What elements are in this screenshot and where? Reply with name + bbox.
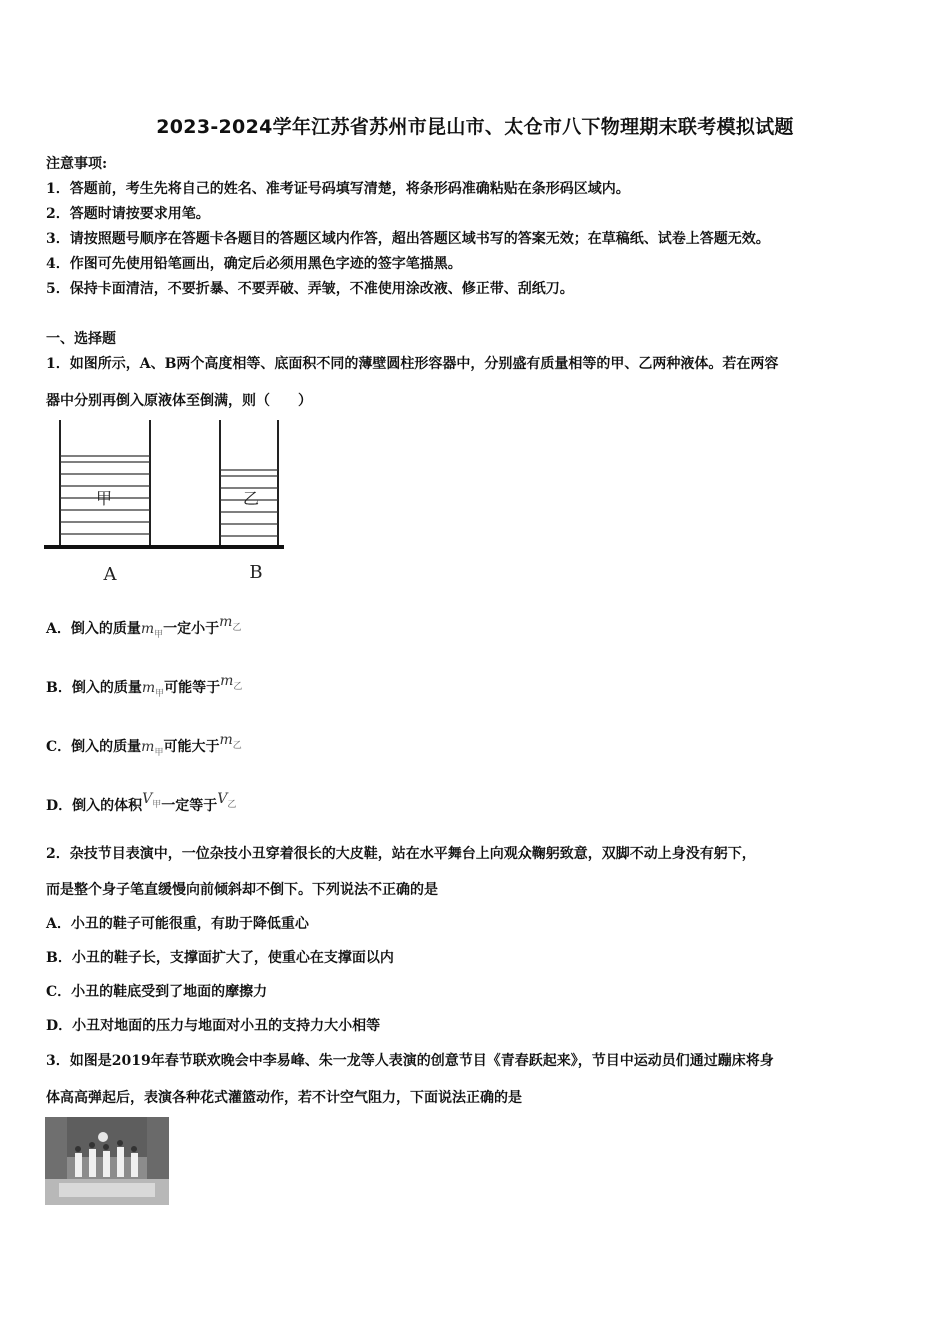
performance-photo bbox=[45, 1117, 169, 1205]
container-a-label: A bbox=[103, 564, 117, 585]
question-2-option-b[interactable]: B．小丑的鞋子长，支撑面扩大了，使重心在支撑面以内 bbox=[46, 950, 394, 966]
question-2-option-d[interactable]: D．小丑对地面的压力与地面对小丑的支持力大小相等 bbox=[46, 1018, 381, 1034]
notice-item: 1．答题前，考生先将自己的姓名、准考证号码填写清楚，将条形码准确粘贴在条形码区域内。 bbox=[46, 181, 630, 197]
notice-item: 4．作图可先使用铅笔画出，确定后必须用黑色字迹的签字笔描黑。 bbox=[46, 256, 462, 272]
question-2-option-c[interactable]: C．小丑的鞋底受到了地面的摩擦力 bbox=[46, 984, 268, 1000]
notice-heading: 注意事项: bbox=[46, 156, 108, 172]
liquid-b-label: 乙 bbox=[242, 489, 260, 508]
question-1-option-b[interactable]: B．倒入的质量$m_甲$可能等于$m_乙$ bbox=[46, 673, 243, 699]
notice-item: 5．保持卡面清洁，不要折暴、不要弄破、弄皱，不准使用涂改液、修正带、刮纸刀。 bbox=[46, 281, 574, 297]
section-heading: 一、选择题 bbox=[46, 331, 116, 347]
question-1-text: 1．如图所示，A、B两个高度相等、底面积不同的薄壁圆柱形容器中，分别盛有质量相等的甲、乙两种液体。若在两容 bbox=[46, 356, 779, 372]
question-3-text: 3．如图是2019年春节联欢晚会中李易峰、朱一龙等人表演的创意节目《青春跃起来》，节目中运动员们通过蹦床将身 bbox=[46, 1053, 774, 1069]
question-1-option-d[interactable]: D．倒入的体积$V_甲$一定等于$V_乙$ bbox=[46, 791, 237, 814]
container-b-label: B bbox=[249, 562, 263, 583]
question-1-text: 器中分别再倒入原液体至倒满，则（ ） bbox=[46, 393, 312, 409]
notice-item: 3．请按照题号顺序在答题卡各题目的答题区域内作答，超出答题区域书写的答案无效；在草稿纸、试卷上答题无效。 bbox=[46, 231, 770, 247]
liquid-a-label: 甲 bbox=[95, 489, 113, 508]
question-2-option-a[interactable]: A．小丑的鞋子可能很重，有助于降低重心 bbox=[46, 916, 309, 932]
containers-figure bbox=[44, 416, 284, 586]
question-1-option-c[interactable]: C．倒入的质量$m_甲$可能大于$m_乙$ bbox=[46, 732, 242, 758]
question-1-option-a[interactable]: A．倒入的质量$m_甲$一定小于$m_乙$ bbox=[46, 614, 242, 640]
question-2-text: 2．杂技节目表演中，一位杂技小丑穿着很长的大皮鞋，站在水平舞台上向观众鞠躬致意，双脚不动上身没有躬下， bbox=[46, 846, 756, 862]
question-2-text: 而是整个身子笔直缓慢向前倾斜却不倒下。下列说法不正确的是 bbox=[46, 882, 438, 898]
notice-item: 2．答题时请按要求用笔。 bbox=[46, 206, 210, 222]
question-3-text: 体高高弹起后，表演各种花式灌篮动作，若不计空气阻力，下面说法正确的是 bbox=[46, 1090, 522, 1106]
page-title: 2023-2024学年江苏省苏州市昆山市、太仓市八下物理期末联考模拟试题 bbox=[156, 116, 794, 138]
